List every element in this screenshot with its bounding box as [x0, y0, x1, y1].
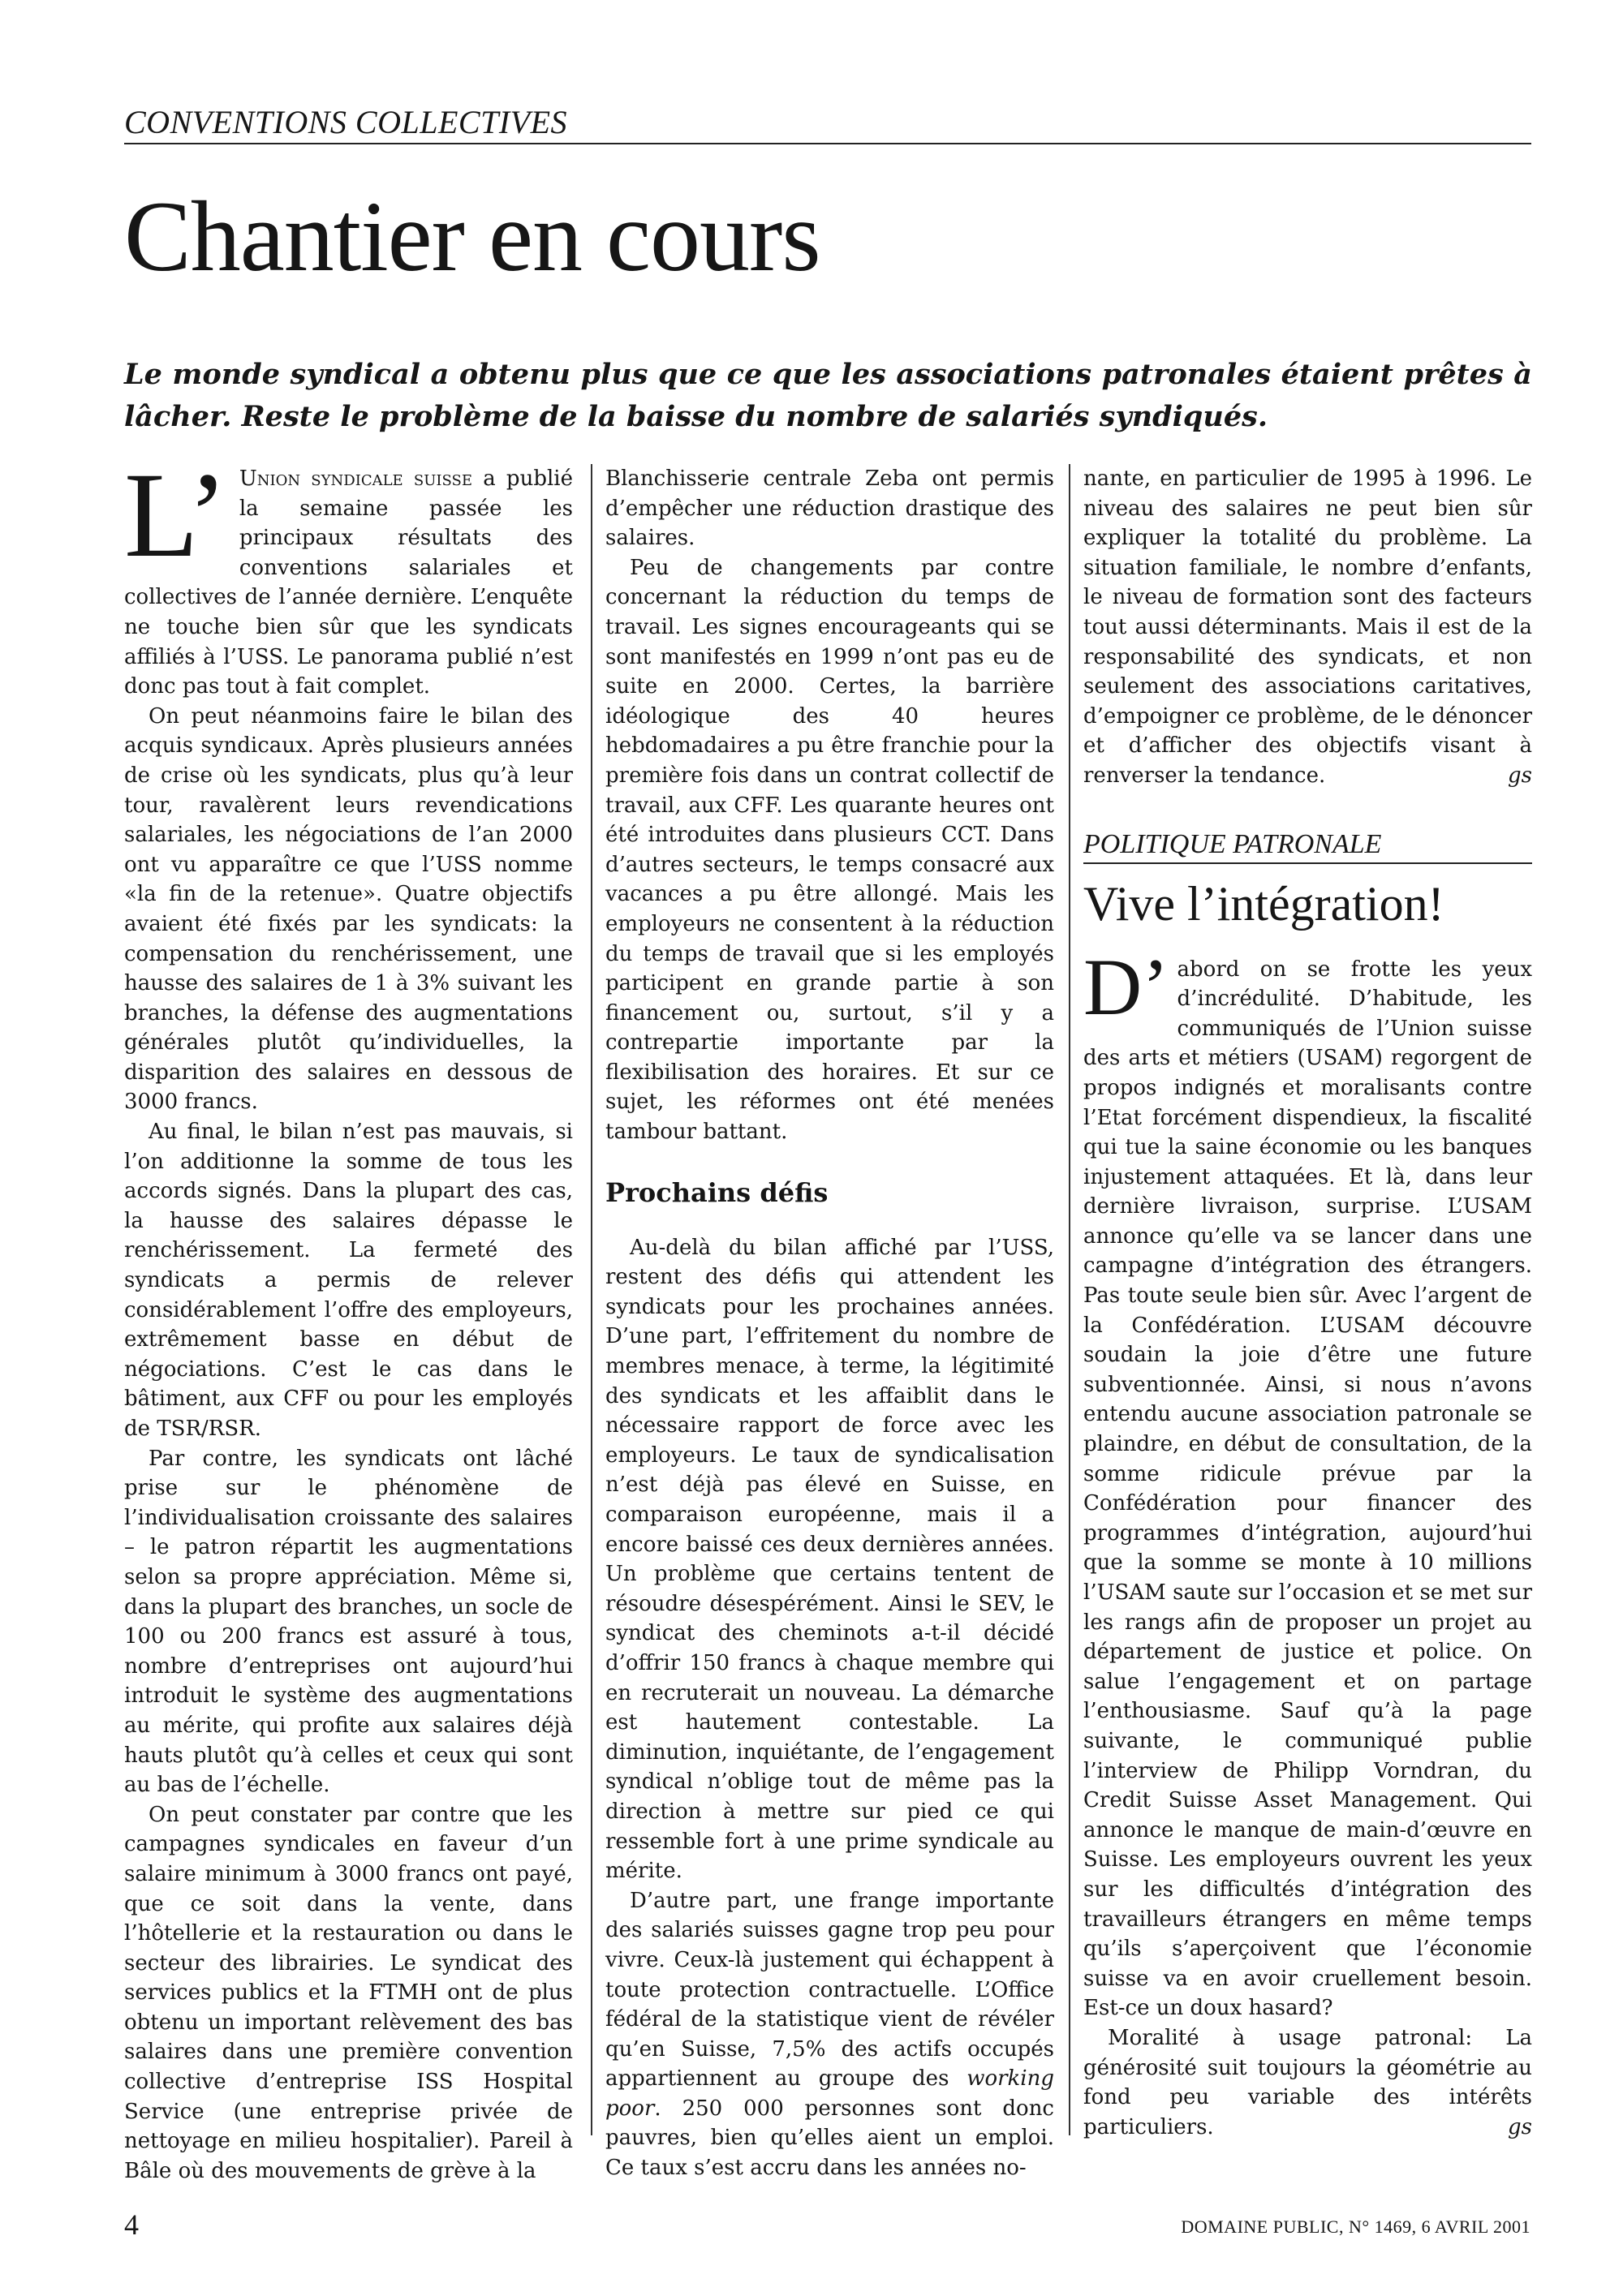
italic-term: working poor [605, 2066, 1054, 2121]
paragraph-text: . 250 000 personnes sont donc pauvres, bien qu’elles aient un emploi. Ce taux s’est accru dans les années no- [605, 2096, 1054, 2181]
lead-smallcaps: Union syndicale suisse [239, 467, 472, 491]
column-1 [124, 448, 573, 2186]
column-divider [591, 464, 592, 2135]
column-2 [605, 464, 1054, 2183]
column-divider [1069, 464, 1070, 2135]
paragraph-text: Moralité à usage patronal: La générosité suit toujours la géométrie au fond peu variable des intérêts particuliers. [1083, 2025, 1532, 2139]
paragraph: Au-delà du bilan affiché par l’USS, restent des défis qui attendent les syndicats pour les prochaines années. D’une part, l’effritement du nombre de membres menace, à terme, la légitimité des syndicats et les affaiblit dans le nécessaire rapport de force avec les employeurs. Le taux de syndicalisation n’est déjà pas élevé en Suisse, en comparaison européenne, mais il a encore baissé ces deux dernières années. Un problème que certains tentent de résoudre désespérément. Ainsi le SEV, le syndicat des cheminots a-t-il décidé d’offrir 150 francs à chaque membre qui en recruterait un nouveau. La démarche est hautement contestable. La diminution, inquiétante, de l’engagement syndical n’oblige tout de même pas la direction à mettre sur pied ce qui ressemble fort à une prime syndicale au mérite. [605, 1235, 1054, 1884]
article-title-2: Vive l’intégration! [1083, 876, 1444, 931]
article-title: Chantier en cours [124, 181, 820, 292]
subheading: Prochains défis [605, 1176, 829, 1208]
paragraph-text: abord on se frotte les yeux d’incrédulité. D’habitude, les communiqués de l’Union suisse des arts et métiers (USAM) regorgent de propos indignés et moralisants contre l’Etat forcément dispendieux, la fiscalité qui tue la saine économie ou les banques injustement attaquées. Et là, dans leur dernière livraison, surprise. L’USAM annonce qu’elle va se lancer dans une campagne d’intégration des étrangers. Pas toute seule bien sûr. Avec l’argent de la Confédération. L’USAM découvre soudain la joie d’être une future subventionnée. Ainsi, si nous n’avons entendu aucune association patronale se plaindre, en début de consultation, de la somme ridicule prévue par la Confédération pour financer des programmes d’intégration, aujourd’hui que la somme se monte à 10 millions l’USAM saute sur l’occasion et se met sur les rangs afin de proposer un projet au département de justice et police. On salue l’engagement et on partage l’enthousiasme. Sauf qu’à la page suivante, le communiqué publie l’interview de Philipp Vorndran, du Credit Suisse Asset Management. Qui annonce le manque de main-d’œuvre en Suisse. Les employeurs ouvrent les yeux sur les difficultés d’intégration des travailleurs étrangers en même temps qu’ils s’aperçoivent que l’économie suisse va en avoir cruellement besoin. Est-ce un doux hasard? [1083, 957, 1532, 2021]
paragraph: Par contre, les syndicats ont lâché prise sur le phénomène de l’individualisation croissante des salaires – le patron répartit les augmentations selon sa propre appréciation. Même si, dans la plupart des branches, un socle de 100 ou 200 francs est assuré à tous, nombre d’entreprises ont aujourd’hui introduit le système des augmentations au mérite, qui profite aux salaires déjà hauts plutôt qu’à celles et ceux qui sont au bas de l’échelle. [124, 1446, 573, 1798]
paragraph [1083, 2023, 1532, 2142]
paragraph: On peut constater par contre que les campagnes syndicales en faveur d’un salaire minimum à 3000 francs ont payé, que ce soit dans la vente, dans l’hôtellerie et la restauration ou dans le secteur des librairies. Le syndicat des services publics et la FTMH ont de plus obtenu un important relèvement des bas salaires dans une première convention collective d’entreprise ISS Hospital Service (une entreprise privée de nettoyage en milieu hospitalier). Pareil à Bâle où des mouvements de grève à la [124, 1802, 573, 2183]
paragraph [1083, 941, 1532, 2023]
column-3 [1083, 464, 1532, 2142]
article-lede: Le monde syndical a obtenu plus que ce que les associations patronales étaient prêtes à lâcher. Reste le problème de la baisse du nombre de salariés syndiqués. [124, 358, 1532, 433]
author-signature: gs [1508, 2114, 1532, 2139]
drop-cap: L’ [124, 448, 228, 583]
publication-info: DOMAINE PUBLIC, N° 1469, 6 AVRIL 2001 [1181, 2216, 1530, 2237]
page-number: 4 [124, 2208, 139, 2241]
section-rubric: CONVENTIONS COLLECTIVES [124, 102, 1531, 144]
section-rubric-2: POLITIQUE PATRONALE [1083, 827, 1532, 864]
paragraph: Peu de changements par contre concernant la réduction du temps de travail. Les signes encourageants qui se sont manifestés en 1999 n’ont pas eu de suite en 2000. Certes, la barrière idéologique des 40 heures hebdomadaires a pu être franchie pour la première fois dans un contrat collectif de travail, aux CFF. Les quarante heures ont été introduites dans plusieurs CCT. Dans d’autres secteurs, le temps consacré aux vacances a pu être allongé. Mais les employeurs ne consentent à la réduction du temps de travail que si les employés participent en grande partie à son financement ou, surtout, s’il y a contrepartie importante par la flexibilisation des horaires. Et sur ce sujet, les réformes ont été menées tambour battant. [605, 555, 1054, 1145]
paragraph-text: a publié la semaine passée les principaux résultats des conventions salariales et collectives de l’année dernière. L’enquête ne touche bien sûr que les syndicats affiliés à l’USS. Le panorama publié n’est donc pas tout à fait complet. [124, 467, 573, 699]
paragraph-continued: Blanchisserie centrale Zeba ont permis d’empêcher une réduction drastique des salaires. [605, 467, 1054, 551]
paragraph: Au final, le bilan n’est pas mauvais, si l’on additionne la somme de tous les accords signés. Dans la plupart des cas, la hausse des salaires dépasse le renchérissement. La fermeté des syndicats a permis de relever considérablement l’offre des employeurs, extrêmement basse en début de négociations. C’est le cas dans le bâtiment, aux CFF ou pour les employés de TSR/RSR. [124, 1120, 573, 1441]
paragraph-continued [1083, 464, 1532, 791]
paragraph-text: D’autre part, une frange importante des salariés suisses gagne trop peu pour vivre. Ceux-là justement qui échappent à toute protection contractuelle. L’Office fédéral de la statistique vient de révéler qu’en Suisse, 7,5% des actifs occupés appartiennent au groupe des [605, 1888, 1054, 2092]
paragraph-text: nante, en particulier de 1995 à 1996. Le niveau des salaires ne peut bien sûr expliquer la totalité du problème. La situation familiale, le nombre d’enfants, le niveau de formation sont des facteurs tout aussi déterminants. Mais il est de la responsabilité des syndicats, et non seulement des associations caritatives, d’empoigner ce problème, de le dénoncer et d’afficher des objectifs visant à renverser la tendance. [1083, 467, 1532, 788]
drop-cap: D’ [1083, 941, 1169, 1032]
paragraph: On peut néanmoins faire le bilan des acquis syndicaux. Après plusieurs années de crise où les syndicats, plus qu’à leur tour, ravalèrent leurs revendications salariales, les négociations de l’an 2000 ont vu apparaître ce que l’USS nomme «la fin de la retenue». Quatre objectifs avaient été fixés par les syndicats: la compensation du renchérissement, une hausse des salaires de 1 à 3% suivant les branches, la défense des augmentations générales plutôt qu’individuelles, la disparition des salaires en dessous de 3000 francs. [124, 703, 573, 1115]
paragraph [124, 448, 573, 702]
author-signature: gs [1508, 763, 1532, 788]
paragraph [605, 1886, 1054, 2183]
